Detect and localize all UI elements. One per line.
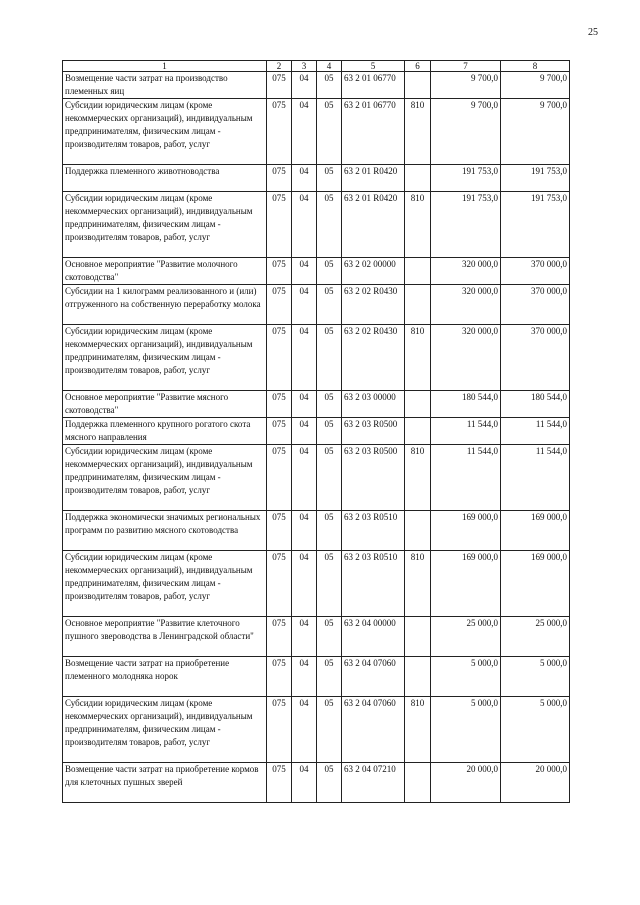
row-name-cell: Субсидии юридическим лицам (кроме некоммерческих организаций), индивидуальным предпринимателям, физическим лицам - производителям товаров, работ, услуг: [63, 551, 267, 617]
amount-year1-cell: 20 000,0: [431, 763, 501, 803]
target-article-cell: 63 2 01 R0420: [342, 192, 405, 258]
expense-type-cell: [405, 763, 431, 803]
amount-year1-cell: 9 700,0: [431, 72, 501, 99]
admin-code-cell: 075: [267, 657, 292, 697]
table-row: [63, 192, 570, 258]
admin-code-cell: 075: [267, 445, 292, 511]
table-row: [63, 511, 570, 551]
column-header-8: 8: [501, 61, 570, 72]
subsection-cell: 05: [317, 192, 342, 258]
admin-code-cell: 075: [267, 511, 292, 551]
section-cell: 04: [292, 445, 317, 511]
subsection-cell: 05: [317, 258, 342, 285]
admin-code-cell: 075: [267, 165, 292, 192]
subsection-cell: 05: [317, 418, 342, 445]
target-article-cell: 63 2 01 06770: [342, 99, 405, 165]
row-name-cell: Основное мероприятие "Развитие клеточного пушного звероводства в Ленинградской области": [63, 617, 267, 657]
expense-type-cell: [405, 657, 431, 697]
table-row: [63, 325, 570, 391]
expense-type-cell: 810: [405, 697, 431, 763]
table-row: [63, 258, 570, 285]
row-name-cell: Поддержка экономически значимых региональных программ по развитию мясного скотоводства: [63, 511, 267, 551]
subsection-cell: 05: [317, 72, 342, 99]
subsection-cell: 05: [317, 551, 342, 617]
budget-table: [62, 60, 570, 803]
amount-year1-cell: 5 000,0: [431, 697, 501, 763]
target-article-cell: 63 2 03 R0500: [342, 418, 405, 445]
amount-year1-cell: 320 000,0: [431, 285, 501, 325]
amount-year2-cell: 180 544,0: [501, 391, 570, 418]
amount-year2-cell: 191 753,0: [501, 165, 570, 192]
amount-year2-cell: 9 700,0: [501, 72, 570, 99]
target-article-cell: 63 2 02 R0430: [342, 285, 405, 325]
section-cell: 04: [292, 551, 317, 617]
target-article-cell: 63 2 04 07060: [342, 697, 405, 763]
admin-code-cell: 075: [267, 391, 292, 418]
admin-code-cell: 075: [267, 763, 292, 803]
table-body: [63, 72, 570, 803]
section-cell: 04: [292, 72, 317, 99]
table-row: [63, 99, 570, 165]
target-article-cell: 63 2 03 R0510: [342, 511, 405, 551]
subsection-cell: 05: [317, 325, 342, 391]
row-name-cell: Основное мероприятие "Развитие молочного скотоводства": [63, 258, 267, 285]
row-name-cell: Возмещение части затрат на производство племенных яиц: [63, 72, 267, 99]
section-cell: 04: [292, 165, 317, 192]
target-article-cell: 63 2 02 R0430: [342, 325, 405, 391]
admin-code-cell: 075: [267, 99, 292, 165]
section-cell: 04: [292, 325, 317, 391]
table-row: [63, 697, 570, 763]
row-name-cell: Субсидии юридическим лицам (кроме некоммерческих организаций), индивидуальным предпринимателям, физическим лицам - производителям товаров, работ, услуг: [63, 697, 267, 763]
table-row: [63, 418, 570, 445]
subsection-cell: 05: [317, 657, 342, 697]
expense-type-cell: [405, 418, 431, 445]
column-header-1: 1: [63, 61, 267, 72]
table-row: [63, 285, 570, 325]
amount-year1-cell: 169 000,0: [431, 551, 501, 617]
page-number: 25: [588, 27, 598, 38]
section-cell: 04: [292, 99, 317, 165]
target-article-cell: 63 2 01 06770: [342, 72, 405, 99]
column-header-4: 4: [317, 61, 342, 72]
expense-type-cell: [405, 72, 431, 99]
table-row: [63, 551, 570, 617]
amount-year1-cell: 191 753,0: [431, 165, 501, 192]
expense-type-cell: 810: [405, 551, 431, 617]
row-name-cell: Возмещение части затрат на приобретение кормов для клеточных пушных зверей: [63, 763, 267, 803]
column-header-3: 3: [292, 61, 317, 72]
table-row: [63, 391, 570, 418]
section-cell: 04: [292, 418, 317, 445]
table-row: [63, 617, 570, 657]
amount-year2-cell: 370 000,0: [501, 258, 570, 285]
header-row: [63, 61, 570, 72]
amount-year2-cell: 370 000,0: [501, 285, 570, 325]
expense-type-cell: 810: [405, 99, 431, 165]
table-row: [63, 445, 570, 511]
amount-year2-cell: 169 000,0: [501, 551, 570, 617]
row-name-cell: Субсидии юридическим лицам (кроме некоммерческих организаций), индивидуальным предпринимателям, физическим лицам - производителям товаров, работ, услуг: [63, 445, 267, 511]
amount-year2-cell: 191 753,0: [501, 192, 570, 258]
row-name-cell: Субсидии юридическим лицам (кроме некоммерческих организаций), индивидуальным предпринимателям, физическим лицам - производителям товаров, работ, услуг: [63, 325, 267, 391]
amount-year1-cell: 191 753,0: [431, 192, 501, 258]
admin-code-cell: 075: [267, 285, 292, 325]
amount-year2-cell: 5 000,0: [501, 697, 570, 763]
admin-code-cell: 075: [267, 551, 292, 617]
subsection-cell: 05: [317, 511, 342, 551]
expense-type-cell: [405, 285, 431, 325]
target-article-cell: 63 2 02 00000: [342, 258, 405, 285]
amount-year2-cell: 5 000,0: [501, 657, 570, 697]
subsection-cell: 05: [317, 445, 342, 511]
admin-code-cell: 075: [267, 258, 292, 285]
table-row: [63, 657, 570, 697]
amount-year2-cell: 20 000,0: [501, 763, 570, 803]
row-name-cell: Субсидии юридическим лицам (кроме некоммерческих организаций), индивидуальным предпринимателям, физическим лицам - производителям товаров, работ, услуг: [63, 99, 267, 165]
section-cell: 04: [292, 285, 317, 325]
subsection-cell: 05: [317, 99, 342, 165]
target-article-cell: 63 2 04 00000: [342, 617, 405, 657]
column-header-6: 6: [405, 61, 431, 72]
target-article-cell: 63 2 03 00000: [342, 391, 405, 418]
column-header-5: 5: [342, 61, 405, 72]
table-row: [63, 763, 570, 803]
admin-code-cell: 075: [267, 325, 292, 391]
target-article-cell: 63 2 04 07060: [342, 657, 405, 697]
expense-type-cell: 810: [405, 445, 431, 511]
amount-year2-cell: 25 000,0: [501, 617, 570, 657]
section-cell: 04: [292, 258, 317, 285]
admin-code-cell: 075: [267, 72, 292, 99]
row-name-cell: Субсидии юридическим лицам (кроме некоммерческих организаций), индивидуальным предпринимателям, физическим лицам - производителям товаров, работ, услуг: [63, 192, 267, 258]
expense-type-cell: 810: [405, 325, 431, 391]
amount-year1-cell: 320 000,0: [431, 258, 501, 285]
subsection-cell: 05: [317, 165, 342, 192]
column-header-7: 7: [431, 61, 501, 72]
amount-year1-cell: 320 000,0: [431, 325, 501, 391]
expense-type-cell: [405, 258, 431, 285]
subsection-cell: 05: [317, 697, 342, 763]
target-article-cell: 63 2 03 R0510: [342, 551, 405, 617]
expense-type-cell: [405, 165, 431, 192]
subsection-cell: 05: [317, 617, 342, 657]
section-cell: 04: [292, 391, 317, 418]
table-row: [63, 72, 570, 99]
section-cell: 04: [292, 617, 317, 657]
amount-year1-cell: 5 000,0: [431, 657, 501, 697]
admin-code-cell: 075: [267, 617, 292, 657]
section-cell: 04: [292, 511, 317, 551]
row-name-cell: Поддержка племенного крупного рогатого скота мясного направления: [63, 418, 267, 445]
target-article-cell: 63 2 01 R0420: [342, 165, 405, 192]
amount-year1-cell: 180 544,0: [431, 391, 501, 418]
target-article-cell: 63 2 04 07210: [342, 763, 405, 803]
section-cell: 04: [292, 697, 317, 763]
subsection-cell: 05: [317, 763, 342, 803]
row-name-cell: Основное мероприятие "Развитие мясного скотоводства": [63, 391, 267, 418]
admin-code-cell: 075: [267, 192, 292, 258]
row-name-cell: Поддержка племенного животноводства: [63, 165, 267, 192]
expense-type-cell: [405, 617, 431, 657]
amount-year1-cell: 9 700,0: [431, 99, 501, 165]
target-article-cell: 63 2 03 R0500: [342, 445, 405, 511]
amount-year2-cell: 169 000,0: [501, 511, 570, 551]
admin-code-cell: 075: [267, 697, 292, 763]
section-cell: 04: [292, 763, 317, 803]
amount-year1-cell: 11 544,0: [431, 418, 501, 445]
expense-type-cell: [405, 391, 431, 418]
row-name-cell: Субсидии на 1 килограмм реализованного и (или) отгруженного на собственную переработку молока: [63, 285, 267, 325]
row-name-cell: Возмещение части затрат на приобретение племенного молодняка норок: [63, 657, 267, 697]
column-header-2: 2: [267, 61, 292, 72]
amount-year1-cell: 169 000,0: [431, 511, 501, 551]
expense-type-cell: 810: [405, 192, 431, 258]
subsection-cell: 05: [317, 391, 342, 418]
table-row: [63, 165, 570, 192]
admin-code-cell: 075: [267, 418, 292, 445]
subsection-cell: 05: [317, 285, 342, 325]
amount-year2-cell: 9 700,0: [501, 99, 570, 165]
amount-year2-cell: 370 000,0: [501, 325, 570, 391]
expense-type-cell: [405, 511, 431, 551]
section-cell: 04: [292, 192, 317, 258]
amount-year2-cell: 11 544,0: [501, 418, 570, 445]
amount-year2-cell: 11 544,0: [501, 445, 570, 511]
section-cell: 04: [292, 657, 317, 697]
amount-year1-cell: 25 000,0: [431, 617, 501, 657]
amount-year1-cell: 11 544,0: [431, 445, 501, 511]
